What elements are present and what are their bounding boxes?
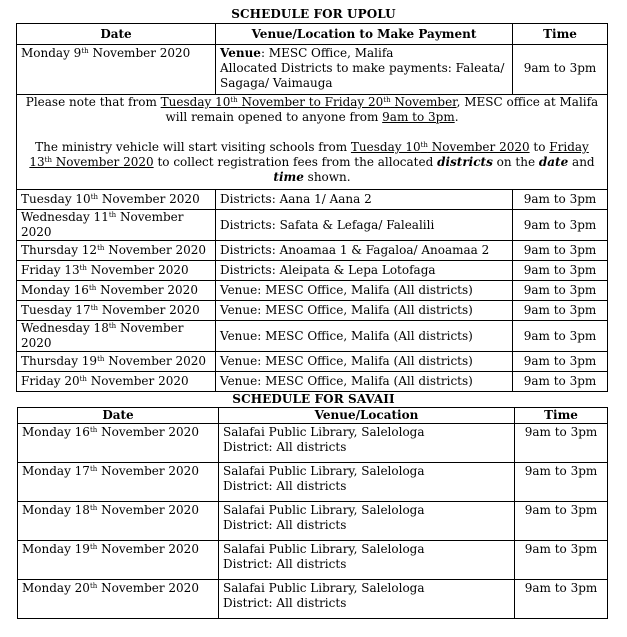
date-cell: Thursday 12th November 2020 xyxy=(17,241,216,261)
venue-cell: Districts: Safata & Lefaga/ Falealili xyxy=(216,210,513,241)
time-cell: 9am to 3pm xyxy=(513,190,608,210)
upolu-schedule-title: SCHEDULE FOR UPOLU xyxy=(231,7,396,21)
time-cell: 9am to 3pm xyxy=(515,463,608,502)
table-row xyxy=(18,463,608,502)
venue-cell xyxy=(219,502,515,541)
upolu-first-row xyxy=(17,45,608,95)
date-cell: Wednesday 11th November 2020 xyxy=(17,210,216,241)
table-row xyxy=(18,580,608,619)
table-row xyxy=(17,301,608,321)
table-row xyxy=(18,502,608,541)
table-row xyxy=(17,261,608,281)
time-cell: 9am to 3pm xyxy=(515,541,608,580)
schedule-note xyxy=(17,95,608,190)
venue-cell xyxy=(219,580,515,619)
venue-cell xyxy=(219,463,515,502)
venue-district: District: All districts xyxy=(223,557,347,571)
venue-cell: Venue: MESC Office, Malifa (All districts) xyxy=(216,372,513,392)
time-column-header: Time xyxy=(513,24,608,45)
table-row xyxy=(17,190,608,210)
time-column-header: Time xyxy=(515,408,608,424)
date-cell: Monday 9th November 2020 xyxy=(17,45,216,95)
date-cell: Friday 13th November 2020 xyxy=(17,261,216,281)
venue-label: Venue xyxy=(220,46,261,60)
date-cell: Monday 16th November 2020 xyxy=(17,281,216,301)
allocated-districts: Allocated Districts to make payments: Faleata/ Sagaga/ Vaimauga xyxy=(220,61,505,90)
upolu-schedule-table xyxy=(16,23,608,392)
time-cell: 9am to 3pm xyxy=(513,45,608,95)
time-cell: 9am to 3pm xyxy=(513,281,608,301)
table-row xyxy=(18,541,608,580)
date-cell: Thursday 19th November 2020 xyxy=(17,352,216,372)
time-cell: 9am to 3pm xyxy=(515,502,608,541)
venue-column-header: Venue/Location xyxy=(219,408,515,424)
venue-cell: Districts: Aana 1/ Aana 2 xyxy=(216,190,513,210)
time-cell: 9am to 3pm xyxy=(515,424,608,463)
date-cell: Monday 18th November 2020 xyxy=(18,502,219,541)
venue-district: District: All districts xyxy=(223,518,347,532)
venue-cell: Venue: MESC Office, Malifa (All districts) xyxy=(216,281,513,301)
table-row xyxy=(18,424,608,463)
venue-cell: Venue: MESC Office, Malifa (All districts) xyxy=(216,321,513,352)
venue-cell: Venue: MESC Office, Malifa (All districts) xyxy=(216,352,513,372)
date-cell: Tuesday 17th November 2020 xyxy=(17,301,216,321)
venue-cell: Districts: Anoamaa 1 & Fagaloa/ Anoamaa 2 xyxy=(216,241,513,261)
date-cell: Monday 20th November 2020 xyxy=(18,580,219,619)
date-cell: Friday 20th November 2020 xyxy=(17,372,216,392)
time-cell: 9am to 3pm xyxy=(513,321,608,352)
upolu-note-row xyxy=(17,95,608,190)
venue-cell xyxy=(219,541,515,580)
time-cell: 9am to 3pm xyxy=(513,352,608,372)
table-row xyxy=(17,372,608,392)
upolu-header-row xyxy=(17,24,608,45)
venue-district: District: All districts xyxy=(223,479,347,493)
venue-district: District: All districts xyxy=(223,440,347,454)
note-paragraph-vehicle: The ministry vehicle will start visiting schools from Tuesday 10th November 2020 to Friday 13th November 2020 to collect registration fees from the allocated districts on the date and time shown. xyxy=(29,140,595,184)
date-cell: Monday 17th November 2020 xyxy=(18,463,219,502)
table-row xyxy=(17,352,608,372)
time-cell: 9am to 3pm xyxy=(513,241,608,261)
savaii-header-row xyxy=(18,408,608,424)
venue-location: Salafai Public Library, Salelologa xyxy=(223,542,425,556)
venue-cell xyxy=(219,424,515,463)
venue-location: Salafai Public Library, Salelologa xyxy=(223,464,425,478)
venue-location: Salafai Public Library, Salelologa xyxy=(223,581,425,595)
venue-cell: Venue: MESC Office, Malifa (All districts) xyxy=(216,301,513,321)
note-paragraph-office: Please note that from Tuesday 10th November to Friday 20th November, MESC office at Malifa will remain opened to anyone from 9am to 3pm. xyxy=(25,95,599,124)
date-column-header: Date xyxy=(17,24,216,45)
venue-column-header: Venue/Location to Make Payment xyxy=(216,24,513,45)
venue-cell: Districts: Aleipata & Lepa Lotofaga xyxy=(216,261,513,281)
date-cell: Monday 16th November 2020 xyxy=(18,424,219,463)
date-cell: Monday 19th November 2020 xyxy=(18,541,219,580)
table-row xyxy=(17,210,608,241)
savaii-schedule-table xyxy=(17,407,608,619)
venue-cell: Venue: MESC Office, Malifa Allocated Districts to make payments: Faleata/ Sagaga/ Vaimauga xyxy=(216,45,513,95)
time-cell: 9am to 3pm xyxy=(513,210,608,241)
venue-location: Salafai Public Library, Salelologa xyxy=(223,503,425,517)
venue-district: District: All districts xyxy=(223,596,347,610)
time-cell: 9am to 3pm xyxy=(513,301,608,321)
table-row xyxy=(17,281,608,301)
venue-location: Salafai Public Library, Salelologa xyxy=(223,425,425,439)
date-column-header: Date xyxy=(18,408,219,424)
savaii-schedule-title: SCHEDULE FOR SAVAII xyxy=(232,392,395,406)
time-cell: 9am to 3pm xyxy=(513,261,608,281)
table-row xyxy=(17,321,608,352)
table-row xyxy=(17,241,608,261)
time-cell: 9am to 3pm xyxy=(513,372,608,392)
date-cell: Tuesday 10th November 2020 xyxy=(17,190,216,210)
date-cell: Wednesday 18th November 2020 xyxy=(17,321,216,352)
time-cell: 9am to 3pm xyxy=(515,580,608,619)
